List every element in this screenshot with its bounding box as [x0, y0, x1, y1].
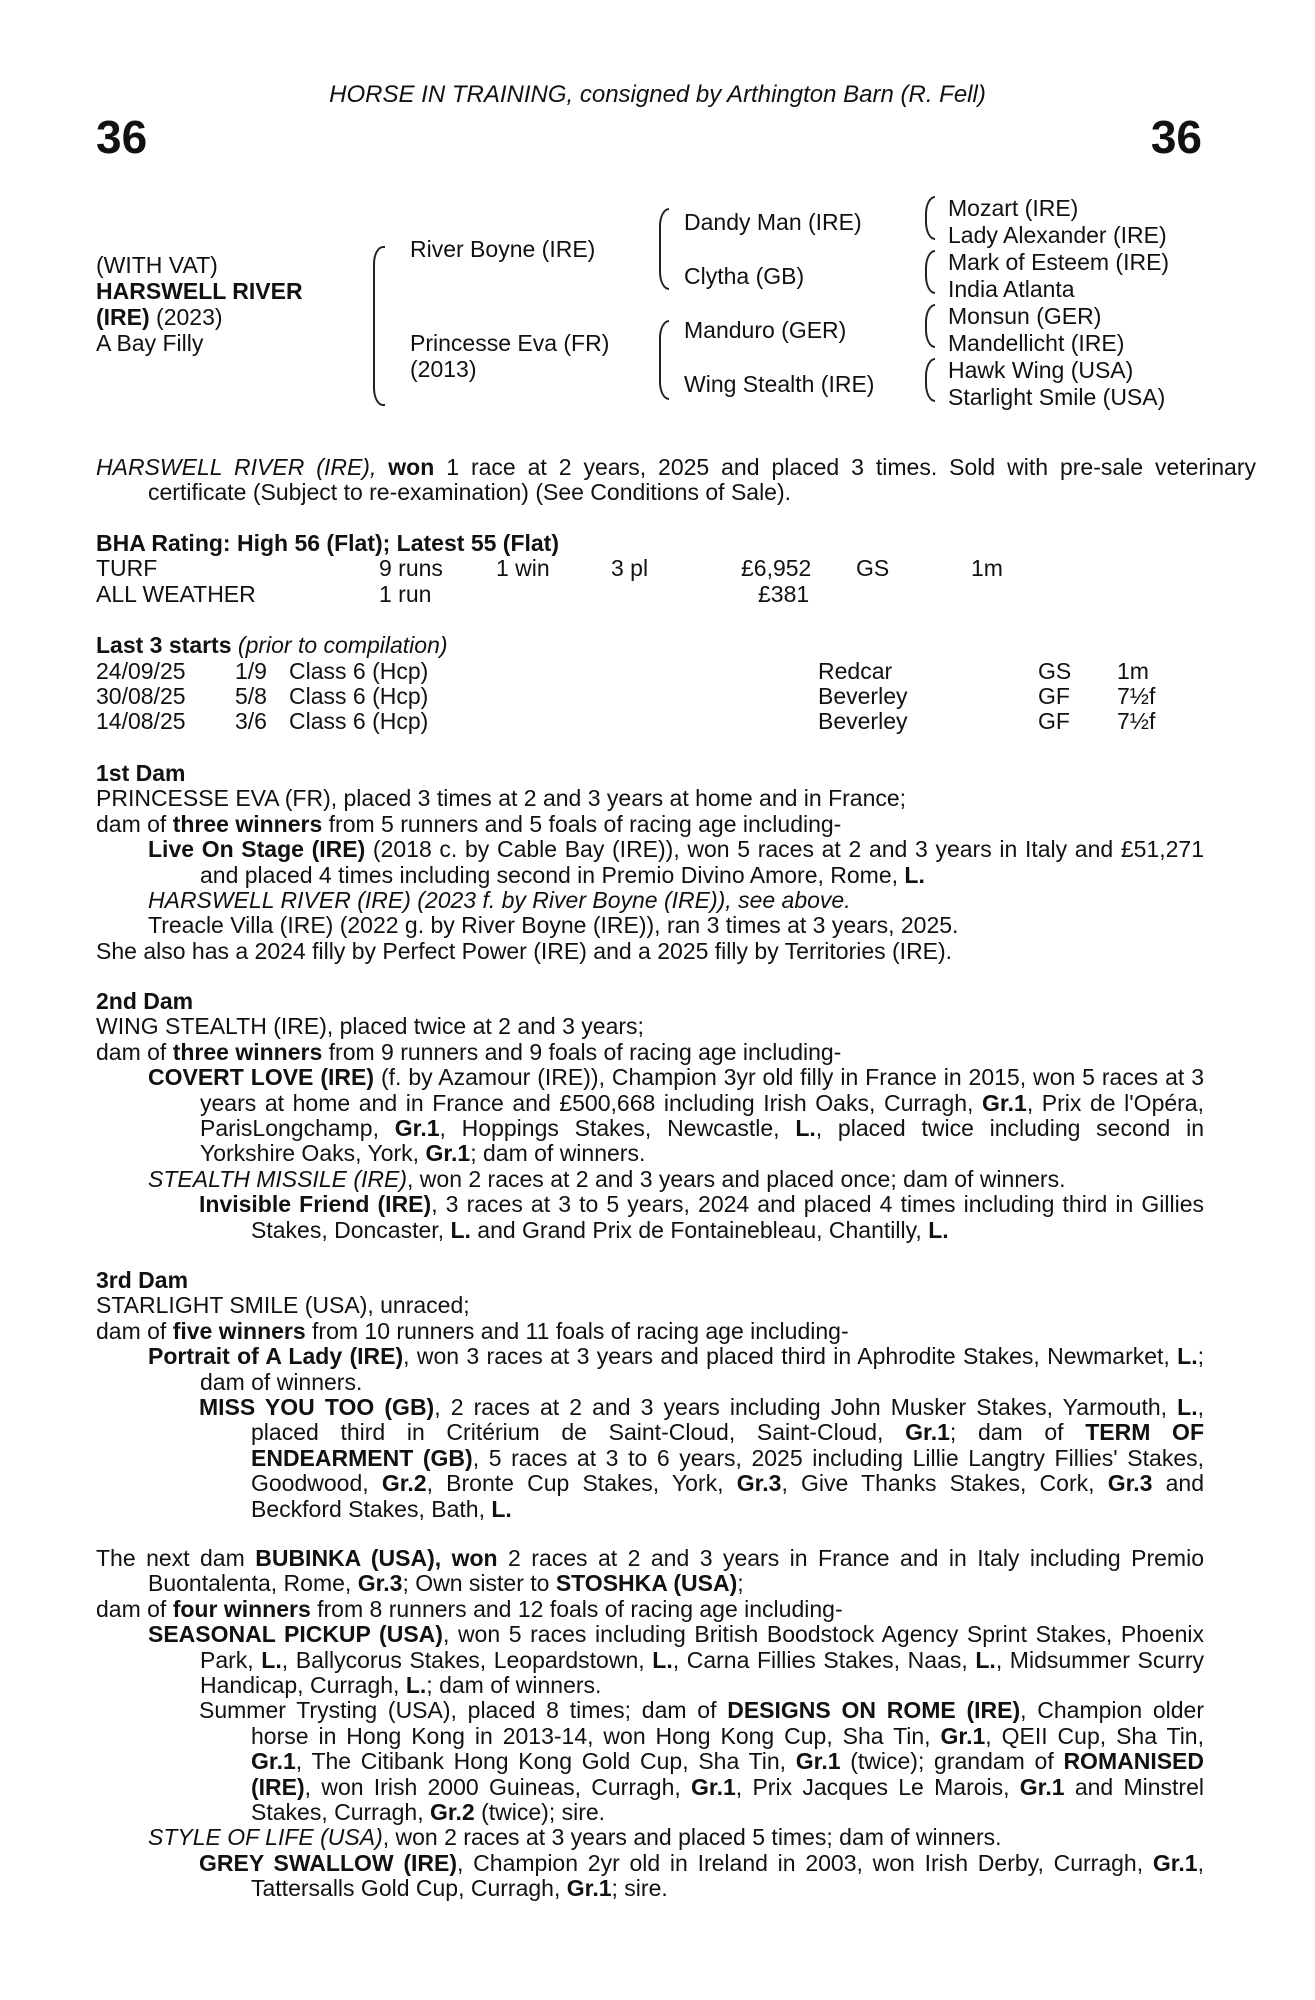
rating-heading: BHA Rating: High 56 (Flat); Latest 55 (Flat) — [96, 530, 559, 556]
dam-name: Princesse Eva (FR) — [410, 330, 610, 356]
start-distance: 7½f — [1117, 708, 1156, 734]
winners-count: three winners — [172, 1038, 323, 1065]
dam4-line: The next dam BUBINKA (USA), won 2 races at 2 and 3 years in France and in Italy including Premio Buontalenta, Rome, Gr.3; Own sister to STOSHKA (USA); — [96, 1545, 1204, 1597]
start-going: GF — [1038, 708, 1070, 734]
brace-1 — [373, 246, 385, 406]
start-date: 24/09/25 — [96, 658, 186, 684]
last3-heading — [96, 633, 1204, 658]
dam1-entry: HARSWELL RIVER (IRE) (2023 f. by River Boyne (IRE)), see above. — [148, 887, 851, 914]
dam4-entry: STYLE OF LIFE (USA), won 2 races at 3 years and placed 5 times; dam of winners. — [148, 1824, 1002, 1851]
dam1-line: She also has a 2024 filly by Perfect Power (IRE) and a 2025 filly by Territories (IRE). — [96, 937, 953, 964]
intro-text: 1 race at 2 years, 2025 and placed 3 times. Sold with pre-sale veterinary certificate (Subject to re-examination) (See Conditions of Sale). — [148, 454, 1256, 506]
start-course: Redcar — [818, 658, 893, 684]
intro-paragraph — [96, 455, 1256, 506]
dam-year: (2013) — [410, 356, 477, 382]
brace-2a — [659, 208, 669, 290]
lot-number-right: 36 — [1150, 111, 1202, 163]
rating-row — [96, 582, 1204, 607]
sire-name: River Boyne (IRE) — [410, 236, 596, 262]
start-row — [96, 709, 1204, 734]
lot-number-left: 36 — [96, 111, 148, 163]
horse-year: (2023) — [149, 304, 223, 330]
last3-subtitle: (prior to compilation) — [231, 632, 448, 658]
brace-3c — [925, 304, 935, 348]
entry-name: SEASONAL PICKUP (USA) — [148, 1621, 443, 1648]
gen2-item: Manduro (GER) — [684, 317, 847, 343]
dam2-line: WING STEALTH (IRE), placed twice at 2 and 3 years; — [96, 1013, 644, 1040]
start-row — [96, 659, 1204, 684]
gen3-item: Mark of Esteem (IRE) — [948, 249, 1170, 275]
rating-row — [96, 556, 1204, 581]
entry-name: Invisible Friend (IRE) — [199, 1191, 432, 1218]
gen3-item: Hawk Wing (USA) — [948, 357, 1134, 383]
gen3-item: Mandellicht (IRE) — [948, 330, 1125, 356]
winners-count: four winners — [172, 1595, 311, 1622]
entry-name: Live On Stage (IRE) — [148, 836, 366, 863]
start-going: GF — [1038, 683, 1070, 709]
brace-3a — [925, 196, 935, 240]
entry-name: STEALTH MISSILE (IRE) — [148, 1165, 408, 1192]
dam3-line: STARLIGHT SMILE (USA), unraced; — [96, 1292, 470, 1319]
rating-surface: ALL WEATHER — [96, 581, 256, 607]
dam3-section — [96, 1268, 1204, 1522]
intro-name: HARSWELL RIVER (IRE), — [96, 454, 377, 480]
dam2-entry: STEALTH MISSILE (IRE), won 2 races at 2 and 3 years and placed once; dam of winners. — [148, 1165, 1066, 1192]
rating-earnings: £6,952 — [741, 555, 812, 581]
start-date: 14/08/25 — [96, 708, 186, 734]
gen3-item: Starlight Smile (USA) — [948, 384, 1166, 410]
dam3-heading: 3rd Dam — [96, 1267, 189, 1293]
horse-description: A Bay Filly — [96, 330, 204, 356]
rating-runs: 9 runs — [379, 555, 443, 581]
brace-3d — [925, 358, 935, 402]
start-class: Class 6 (Hcp) — [289, 658, 429, 684]
start-class: Class 6 (Hcp) — [289, 683, 429, 709]
entry-name: Portrait of A Lady (IRE) — [148, 1343, 404, 1370]
dam2-heading: 2nd Dam — [96, 988, 194, 1014]
rating-surface: TURF — [96, 555, 158, 581]
entry-name: BUBINKA (USA), won — [255, 1545, 498, 1571]
entry-name: STYLE OF LIFE (USA) — [148, 1824, 383, 1851]
dam1-section — [96, 761, 1204, 964]
dam4-produce-line: dam of four winners from 8 runners and 12 foals of racing age including- — [96, 1595, 843, 1622]
dam4-entry: SEASONAL PICKUP (USA), won 5 races including British Boodstock Agency Sprint Stakes, Phoenix Park, L., Ballycorus Stakes, Leopardstown, L., Carna Fillies Stakes, Naas, L., Midsummer Scurry Handicap, Curragh, L.; dam of winners. — [148, 1621, 1204, 1699]
start-distance: 7½f — [1117, 683, 1156, 709]
entry-name: MISS YOU TOO (GB) — [199, 1394, 435, 1421]
start-course: Beverley — [818, 683, 908, 709]
winners-count: five winners — [172, 1317, 306, 1344]
gen2-item: Clytha (GB) — [684, 263, 805, 289]
dam2-section — [96, 989, 1204, 1243]
dam2-entry: COVERT LOVE (IRE) (f. by Azamour (IRE)), Champion 3yr old filly in France in 2015, won 5 races at 3 years at home and in France and £500,668 including Irish Oaks, Curragh, Gr.1, Prix de l'Opéra, ParisLongchamp, Gr.1, Hoppings Stakes, Newcastle, L., placed twice including second in Yorkshire Oaks, York, Gr.1; dam of winners. — [148, 1064, 1204, 1167]
dam4-section — [96, 1546, 1204, 1902]
vat-label: (WITH VAT) — [96, 252, 218, 278]
rating-earnings: £381 — [758, 581, 810, 607]
dam1-entry: Live On Stage (IRE) (2018 c. by Cable Bay (IRE)), won 5 races at 2 and 3 years in Italy and £51,271 and placed 4 times including second in Premio Divino Amore, Rome, L. — [148, 836, 1204, 888]
winners-count: three winners — [172, 810, 323, 837]
rating-distance: 1m — [971, 555, 1003, 581]
start-pos: 1/9 — [235, 658, 267, 684]
dam3-entry: Portrait of A Lady (IRE), won 3 races at 3 years and placed third in Aphrodite Stakes, Newmarket, L.; dam of winners. — [148, 1343, 1204, 1395]
entry-name: GREY SWALLOW (IRE) — [199, 1849, 458, 1876]
start-date: 30/08/25 — [96, 683, 186, 709]
gen2-item: Dandy Man (IRE) — [684, 209, 862, 235]
dam3-subentry: MISS YOU TOO (GB), 2 races at 2 and 3 years including John Musker Stakes, Yarmouth, L., placed third in Critérium de Saint-Cloud, Saint-Cloud, Gr.1; dam of TERM OF ENDEARMENT (GB), 5 races at 3 to 6 years, 2025 including Lillie Langtry Fillies' Stakes, Goodwood, Gr.2, Bronte Cup Stakes, York, Gr.3, Give Thanks Stakes, Cork, Gr.3 and Beckford Stakes, Bath, L. — [199, 1394, 1205, 1522]
dam2-produce-line: dam of three winners from 9 runners and 9 foals of racing age including- — [96, 1038, 842, 1065]
dam4-subentry: GREY SWALLOW (IRE), Champion 2yr old in Ireland in 2003, won Irish Derby, Curragh, Gr.1, Tattersalls Gold Cup, Curragh, Gr.1; sire. — [199, 1849, 1204, 1902]
gen2-item: Wing Stealth (IRE) — [684, 371, 875, 397]
rating-going: GS — [856, 555, 890, 581]
gen3-item: India Atlanta — [948, 276, 1075, 302]
start-course: Beverley — [818, 708, 908, 734]
brace-2b — [659, 320, 669, 400]
start-distance: 1m — [1117, 658, 1149, 684]
horse-name: HARSWELL RIVER — [96, 278, 303, 304]
start-going: GS — [1038, 658, 1072, 684]
dam1-entry: Treacle Villa (IRE) (2022 g. by River Boyne (IRE)), ran 3 times at 3 years, 2025. — [148, 912, 959, 939]
rating-placed: 3 pl — [611, 555, 649, 581]
start-pos: 5/8 — [235, 683, 267, 709]
gen3-item: Mozart (IRE) — [948, 195, 1079, 221]
dam1-heading: 1st Dam — [96, 760, 186, 786]
entry-name: COVERT LOVE (IRE) — [148, 1064, 374, 1091]
start-pos: 3/6 — [235, 708, 267, 734]
horse-name-line2 — [96, 304, 223, 330]
intro-won: won — [388, 454, 435, 480]
last3-title: Last 3 starts — [96, 632, 232, 658]
dam4-subentry: Summer Trysting (USA), placed 8 times; dam of DESIGNS ON ROME (IRE), Champion older horse in Hong Kong in 2013-14, won Hong Kong Cup, Sha Tin, Gr.1, QEII Cup, Sha Tin, Gr.1, The Citibank Hong Kong Gold Cup, Sha Tin, Gr.1 (twice); grandam of ROMANISED (IRE), won Irish 2000 Guineas, Curragh, Gr.1, Prix Jacques Le Marois, Gr.1 and Minstrel Stakes, Curragh, Gr.2 (twice); sire. — [199, 1697, 1204, 1826]
dam1-line: PRINCESSE EVA (FR), placed 3 times at 2 and 3 years at home and in France; — [96, 785, 907, 812]
dam1-produce-line: dam of three winners from 5 runners and 5 foals of racing age including- — [96, 810, 842, 837]
start-row — [96, 684, 1204, 709]
rating-runs: 1 run — [379, 581, 432, 607]
page-title: HORSE IN TRAINING, consigned by Arthington Barn (R. Fell) — [329, 81, 986, 108]
gen3-item: Monsun (GER) — [948, 303, 1102, 329]
rating-wins: 1 win — [496, 555, 550, 581]
start-class: Class 6 (Hcp) — [289, 708, 429, 734]
brace-3b — [925, 250, 935, 294]
gen3-item: Lady Alexander (IRE) — [948, 222, 1167, 248]
horse-country: (IRE) — [96, 304, 150, 330]
dam3-produce-line: dam of five winners from 10 runners and 11 foals of racing age including- — [96, 1317, 849, 1344]
dam2-subentry: Invisible Friend (IRE), 3 races at 3 to 5 years, 2024 and placed 4 times including third in Gillies Stakes, Doncaster, L. and Grand Prix de Fontainebleau, Chantilly, L. — [199, 1191, 1204, 1243]
entry-name: DESIGNS ON ROME (IRE) — [727, 1697, 1021, 1724]
